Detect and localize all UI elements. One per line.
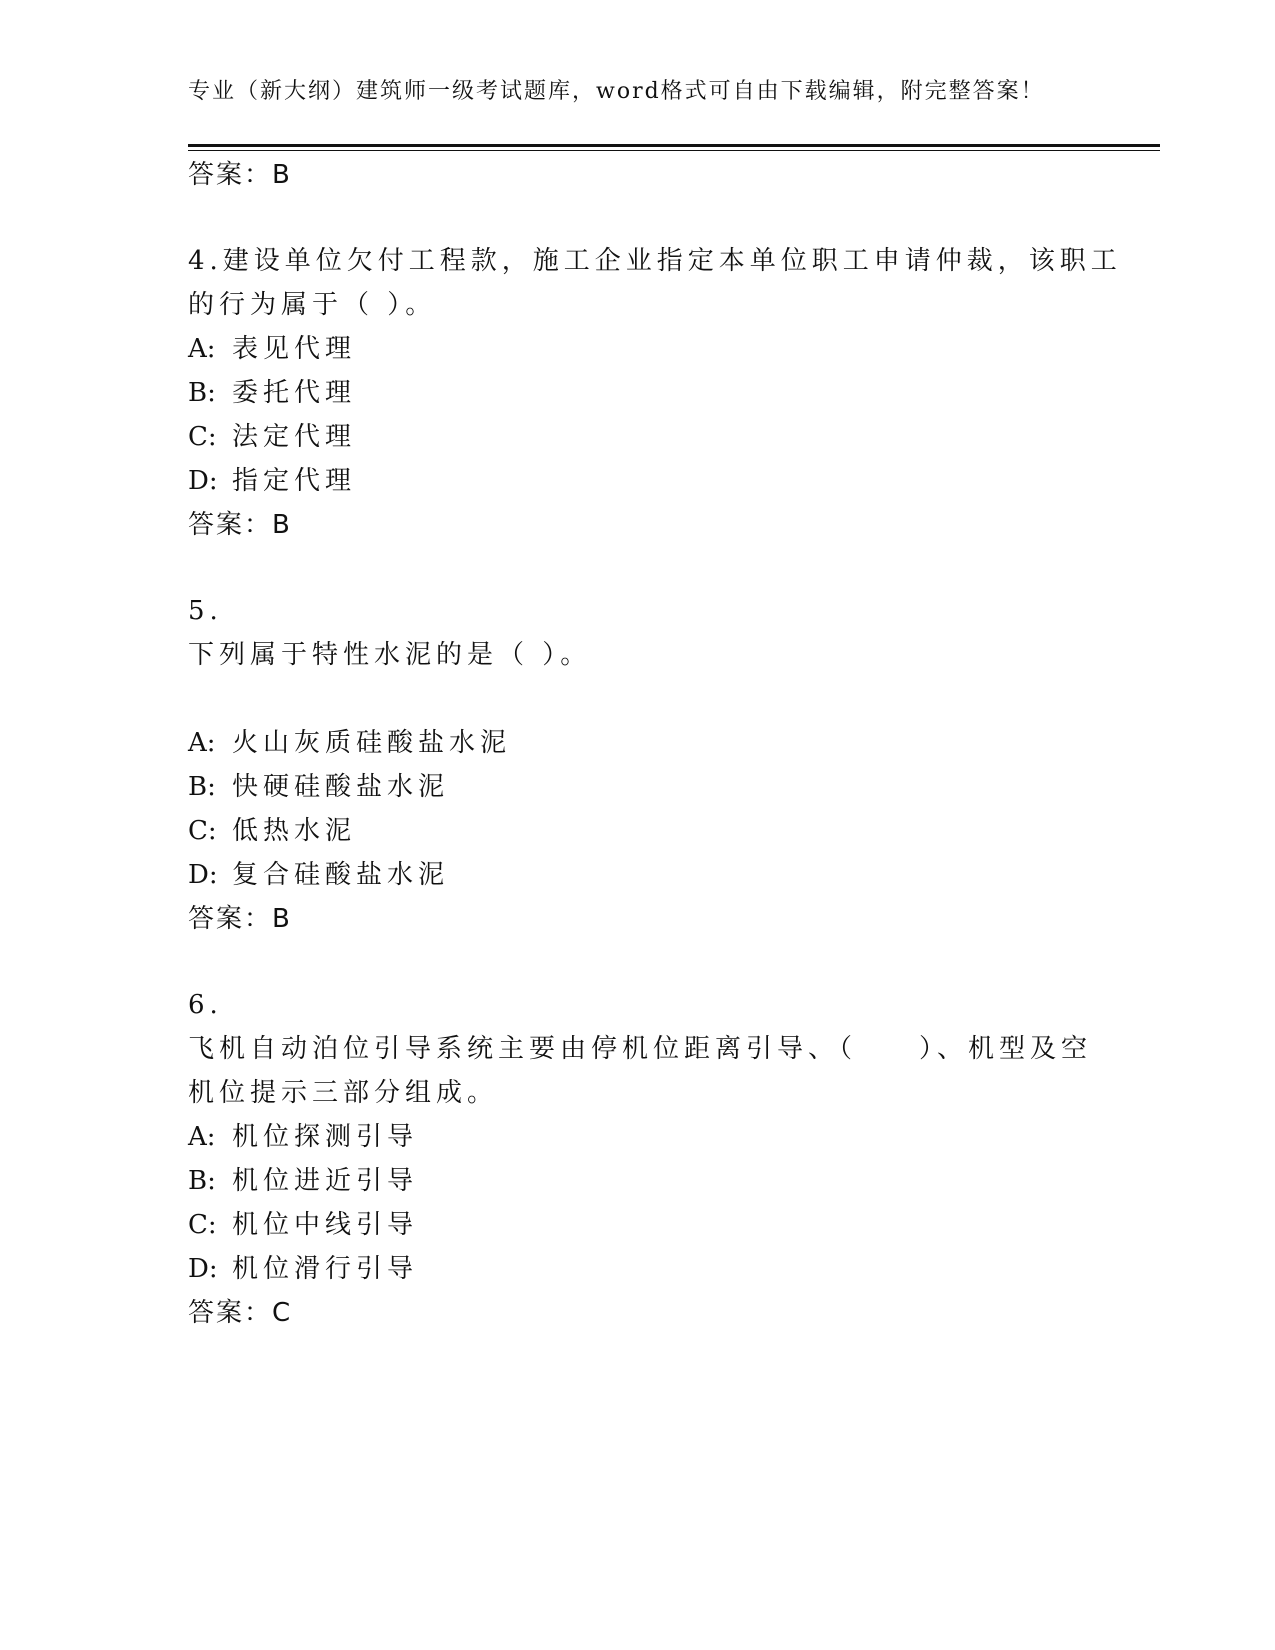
option-text: 快硬硅酸盐水泥 — [232, 772, 450, 802]
question-5-stem-line-1: 下列属于特性水泥的是（ ）。 — [188, 640, 592, 670]
option-letter: C: — [188, 1210, 217, 1240]
question-4-option-d — [188, 468, 356, 494]
option-text: 表见代理 — [232, 334, 357, 364]
option-letter: C: — [188, 816, 217, 846]
option-text: 委托代理 — [232, 378, 357, 408]
question-5-option-c — [188, 818, 356, 844]
option-letter: B: — [188, 772, 216, 802]
question-4-stem-line-2: 的行为属于（ ）。 — [188, 290, 437, 320]
option-text: 机位进近引导 — [232, 1166, 419, 1196]
option-text: 法定代理 — [232, 422, 357, 452]
option-text: 低热水泥 — [232, 816, 357, 846]
question-6-option-b — [188, 1168, 418, 1194]
option-text: 机位探测引导 — [232, 1122, 419, 1152]
previous-answer: 答案：B — [188, 160, 292, 190]
option-letter: D: — [188, 1254, 218, 1284]
header-divider-thin — [188, 150, 1160, 151]
option-text: 火山灰质硅酸盐水泥 — [232, 728, 512, 758]
option-letter: A: — [188, 1122, 216, 1152]
question-6-option-d — [188, 1256, 418, 1282]
question-4-answer: 答案：B — [188, 510, 292, 540]
option-letter: A: — [188, 728, 216, 758]
option-text: 指定代理 — [232, 466, 357, 496]
page-header: 专业（新大纲）建筑师一级考试题库，word格式可自由下载编辑，附完整答案！ — [188, 79, 1045, 104]
question-4-option-b — [188, 380, 356, 406]
header-divider-thick — [188, 144, 1160, 147]
question-4-option-a — [188, 336, 356, 362]
question-4-option-c — [188, 424, 356, 450]
question-6-option-c — [188, 1212, 418, 1238]
question-5-option-a — [188, 730, 511, 756]
option-letter: D: — [188, 466, 218, 496]
option-letter: C: — [188, 422, 217, 452]
question-5-option-d — [188, 862, 449, 888]
question-6-option-a — [188, 1124, 418, 1150]
question-6-answer: 答案：C — [188, 1298, 293, 1328]
option-letter: B: — [188, 1166, 216, 1196]
option-text: 机位滑行引导 — [232, 1254, 419, 1284]
question-5-option-b — [188, 774, 449, 800]
option-text: 机位中线引导 — [232, 1210, 419, 1240]
question-6-stem-line-2: 机位提示三部分组成。 — [188, 1078, 499, 1108]
option-letter: B: — [188, 378, 216, 408]
option-text: 复合硅酸盐水泥 — [232, 860, 450, 890]
question-6-number: 6. — [188, 990, 223, 1020]
question-5-answer: 答案：B — [188, 904, 292, 934]
option-letter: D: — [188, 860, 218, 890]
question-4-stem-line-1: 4.建设单位欠付工程款，施工企业指定本单位职工申请仲裁，该职工 — [188, 246, 1122, 276]
question-5-number: 5. — [188, 596, 223, 626]
question-6-stem-line-1: 飞机自动泊位引导系统主要由停机位距离引导、（ ）、机型及空 — [188, 1034, 1093, 1064]
option-letter: A: — [188, 334, 216, 364]
